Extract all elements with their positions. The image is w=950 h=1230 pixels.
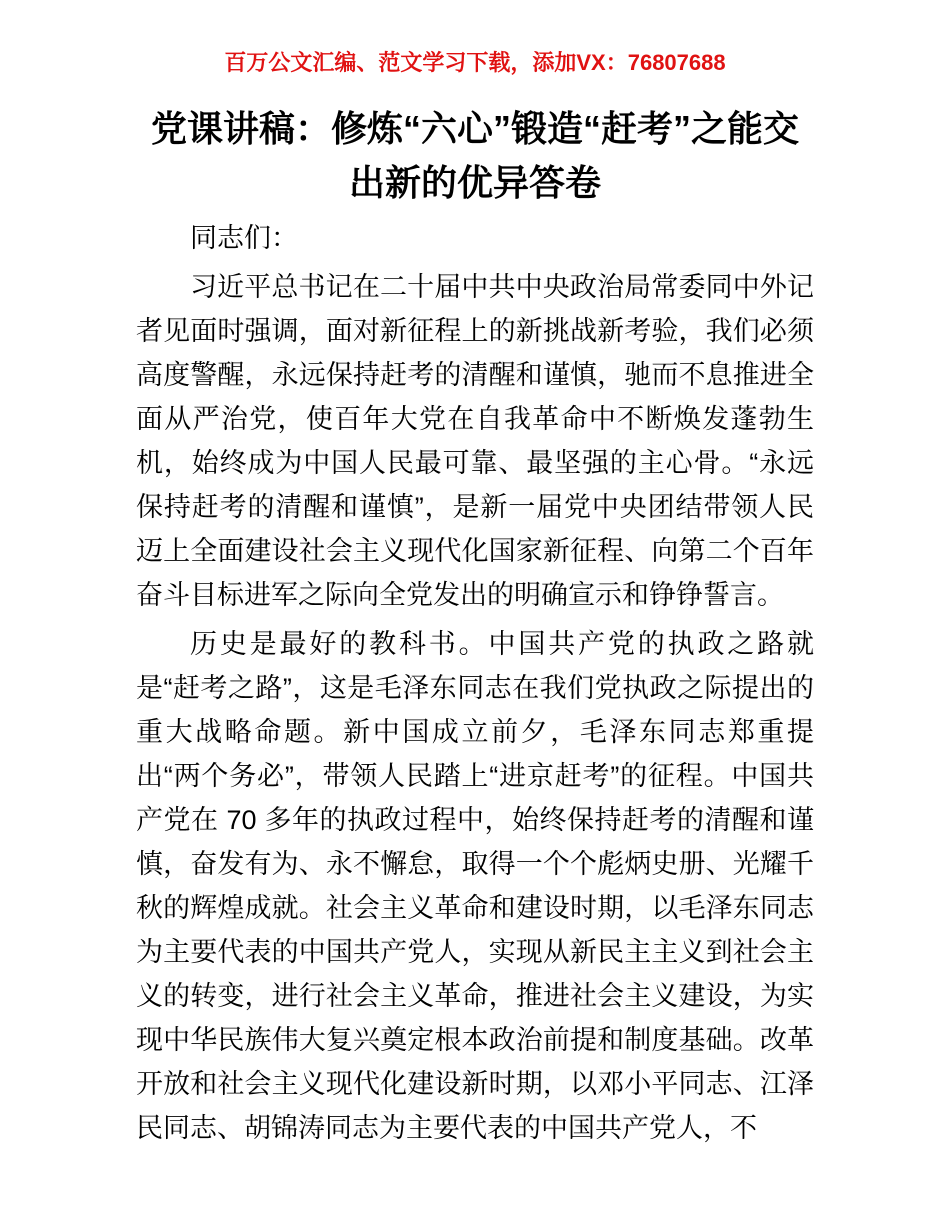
document-title: [0, 102, 950, 210]
promo-watermark-text: 百万公文汇编、范文学习下载，添加VX：76807688: [224, 50, 726, 75]
title-line-2: 出新的优异答卷: [348, 162, 601, 203]
paragraph-greeting: 同志们：: [190, 223, 298, 253]
paragraph: 历史是最好的教科书。中国共产党的执政之路就是“赶考之路”，这是毛泽东同志在我们党执政之际提出的重大战略命题。新中国成立前夕，毛泽东同志郑重提出“两个务必”，带领人民踏上“进京赶考”的征程。中国共产党在 70 多年的执政过程中，始终保持赶考的清醒和谨慎，奋发有为、永不懈怠，取得一个个彪炳史册、光耀千秋的辉煌成就。社会主义革命和建设时期，以毛泽东同志为主要代表的中国共产党人，实现从新民主主义到社会主义的转变，进行社会主义革命，推进社会主义建设，为实现中华民族伟大复兴奠定根本政治前提和制度基础。改革开放和社会主义现代化建设新时期，以邓小平同志、江泽民同志、胡锦涛同志为主要代表的中国共产党人，不: [136, 629, 814, 1143]
document-body: [0, 216, 950, 1150]
paragraph: 习近平总书记在二十届中共中央政治局常委同中外记者见面时强调，面对新征程上的新挑战新考验，我们必须高度警醒，永远保持赶考的清醒和谨慎，驰而不息推进全面从严治党，使百年大党在自我革命中不断焕发蓬勃生机，始终成为中国人民最可靠、最坚强的主心骨。“永远保持赶考的清醒和谨慎”，是新一届党中央团结带领人民迈上全面建设社会主义现代化国家新征程、向第二个百年奋斗目标进军之际向全党发出的明确宣示和铮铮誓言。: [136, 272, 814, 610]
title-line-1: 党课讲稿：修炼“六心”锻造“赶考”之能交: [150, 108, 799, 149]
